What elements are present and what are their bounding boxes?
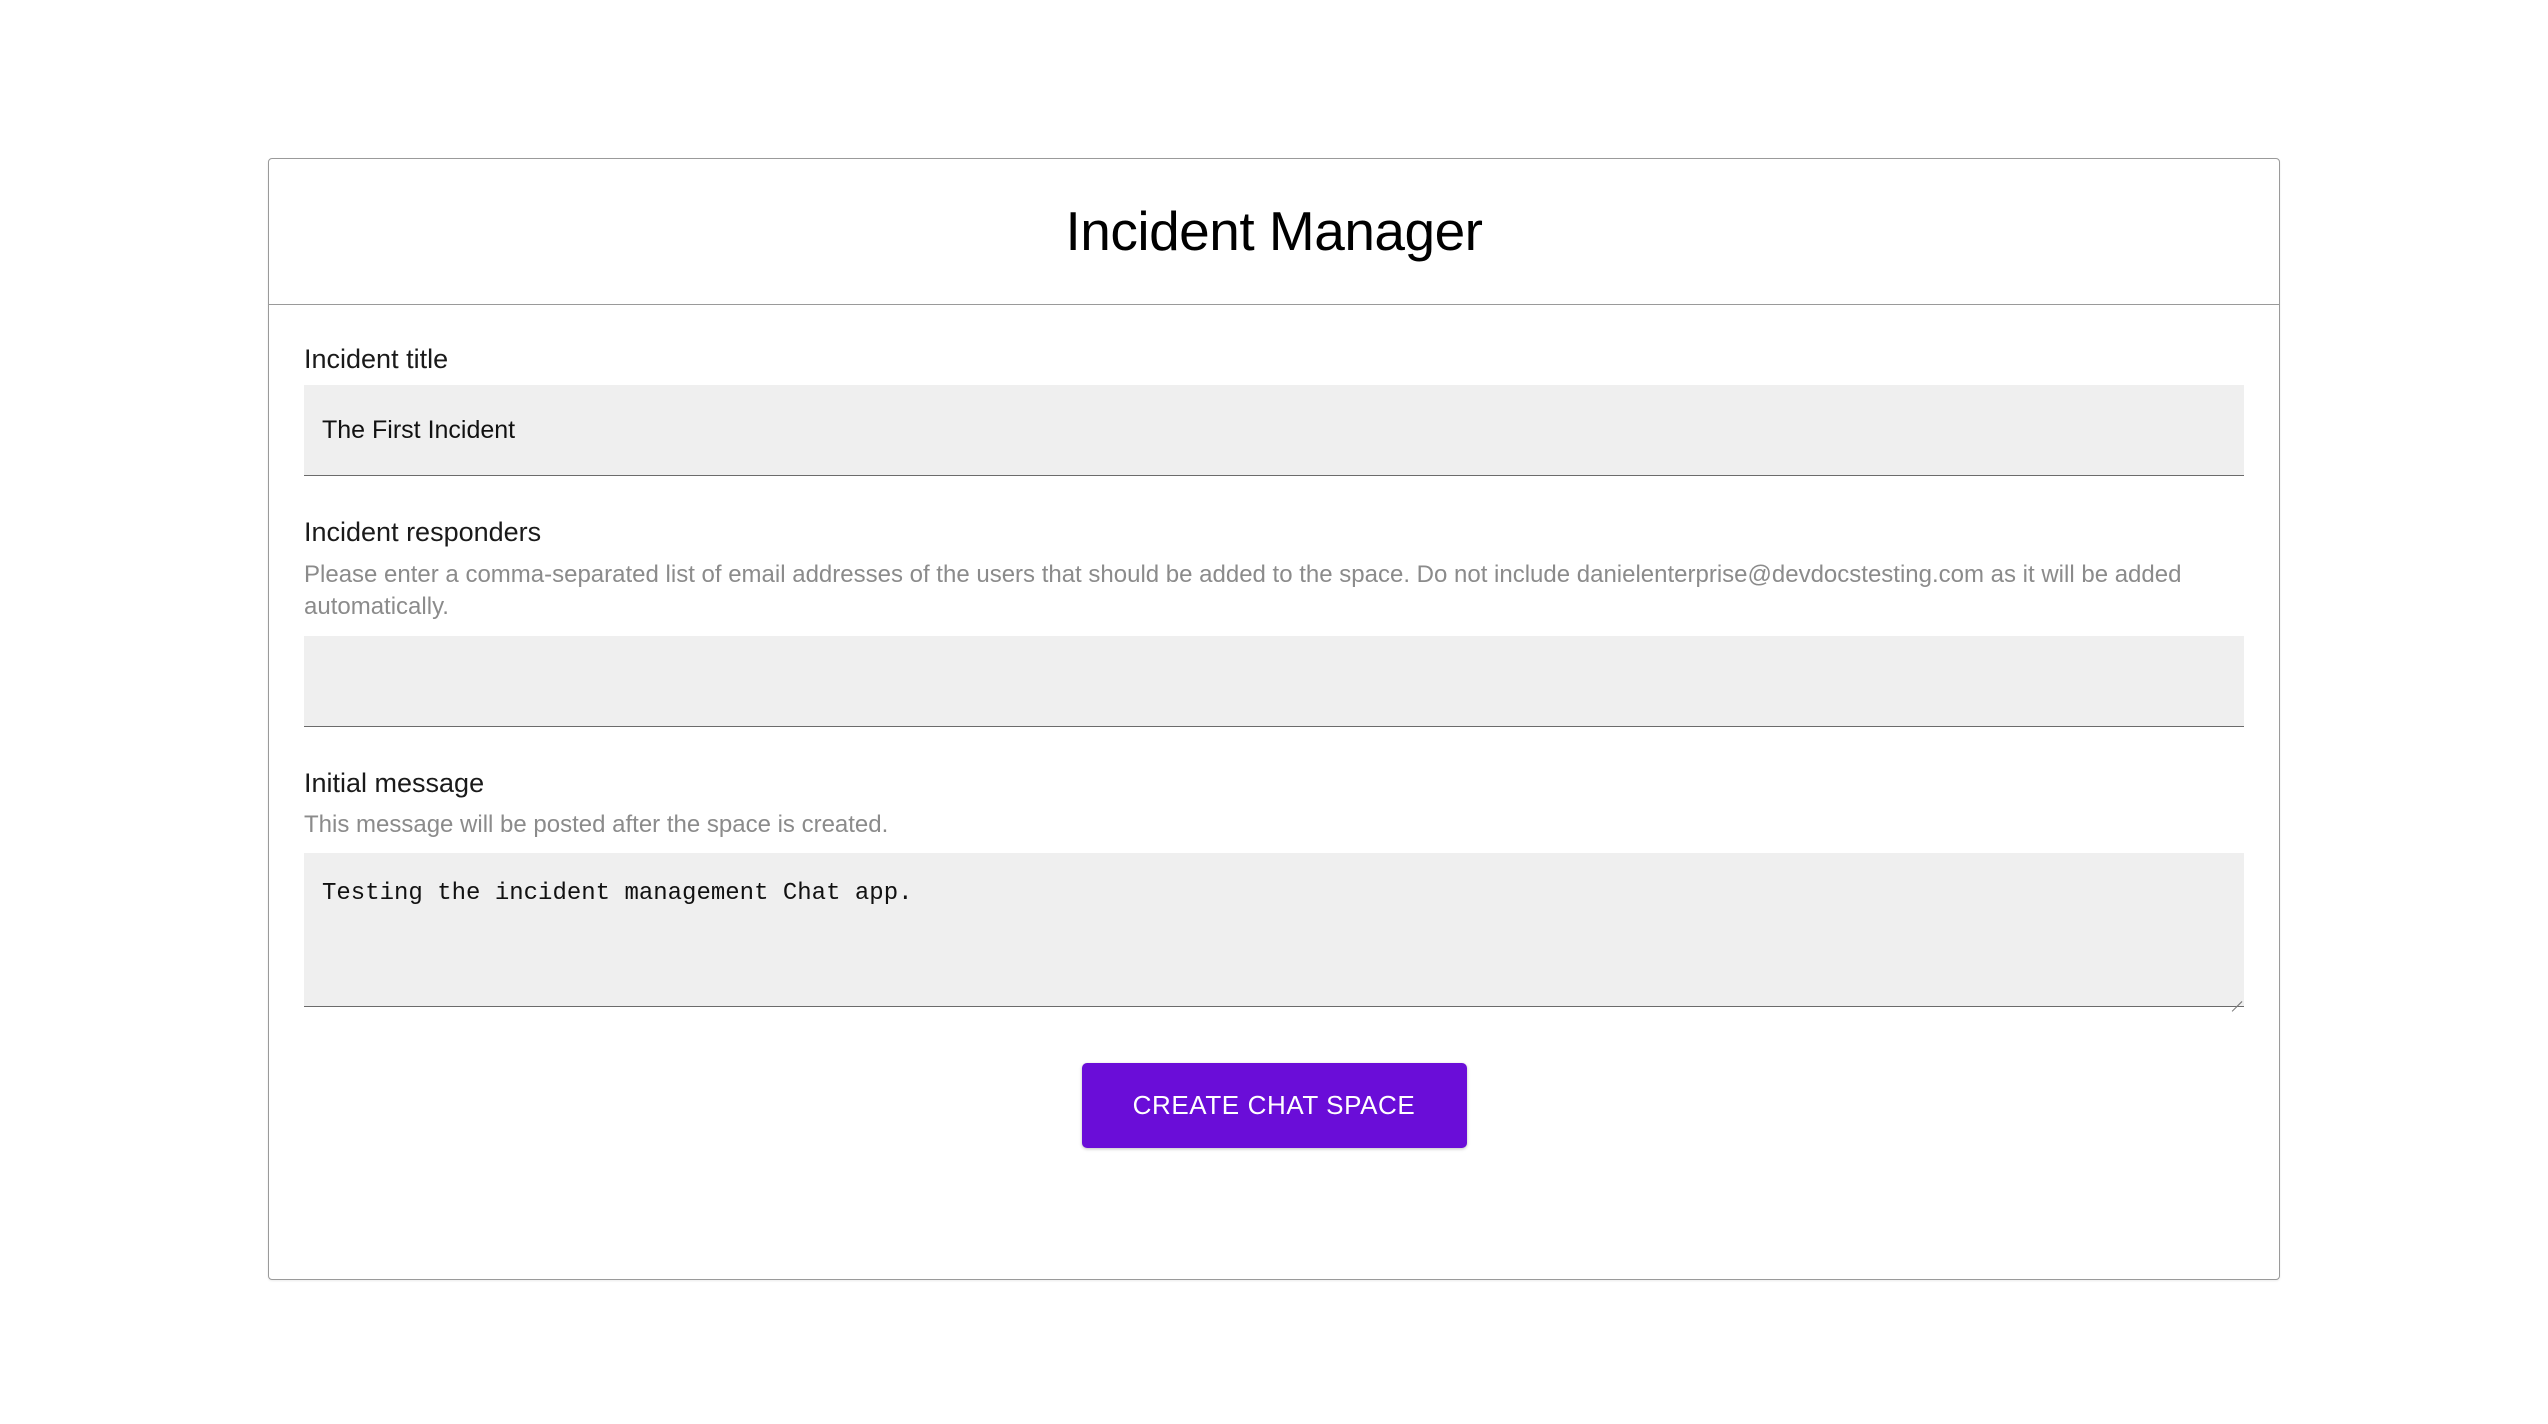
initial-message-help: This message will be posted after the space is created.	[304, 810, 889, 838]
card-body	[269, 305, 2279, 1148]
incident-title-input[interactable]	[304, 385, 2244, 475]
initial-message-input-wrap[interactable]	[304, 853, 2244, 1007]
incident-title-label: Incident title	[304, 344, 449, 374]
incident-responders-help: Please enter a comma-separated list of email addresses of the users that should be added to the space. Do not include danielenterprise@devdocstesting.com as it will be added automatically.	[304, 560, 2182, 621]
form-actions	[304, 1063, 2244, 1148]
field-incident-responders	[304, 516, 2244, 726]
initial-message-label: Initial message	[304, 767, 485, 798]
incident-responders-input-wrap[interactable]	[304, 636, 2244, 727]
incident-responders-input[interactable]	[304, 636, 2244, 726]
field-incident-title	[304, 343, 2244, 476]
create-chat-space-button[interactable]: CREATE CHAT SPACE	[1082, 1063, 1467, 1148]
field-initial-message	[304, 767, 2244, 1008]
initial-message-textarea[interactable]	[304, 853, 2244, 1001]
incident-manager-card	[268, 158, 2280, 1280]
page-title: Incident Manager	[1065, 200, 1483, 262]
incident-responders-label: Incident responders	[304, 517, 542, 548]
incident-title-input-wrap[interactable]	[304, 385, 2244, 476]
card-header	[269, 159, 2279, 305]
